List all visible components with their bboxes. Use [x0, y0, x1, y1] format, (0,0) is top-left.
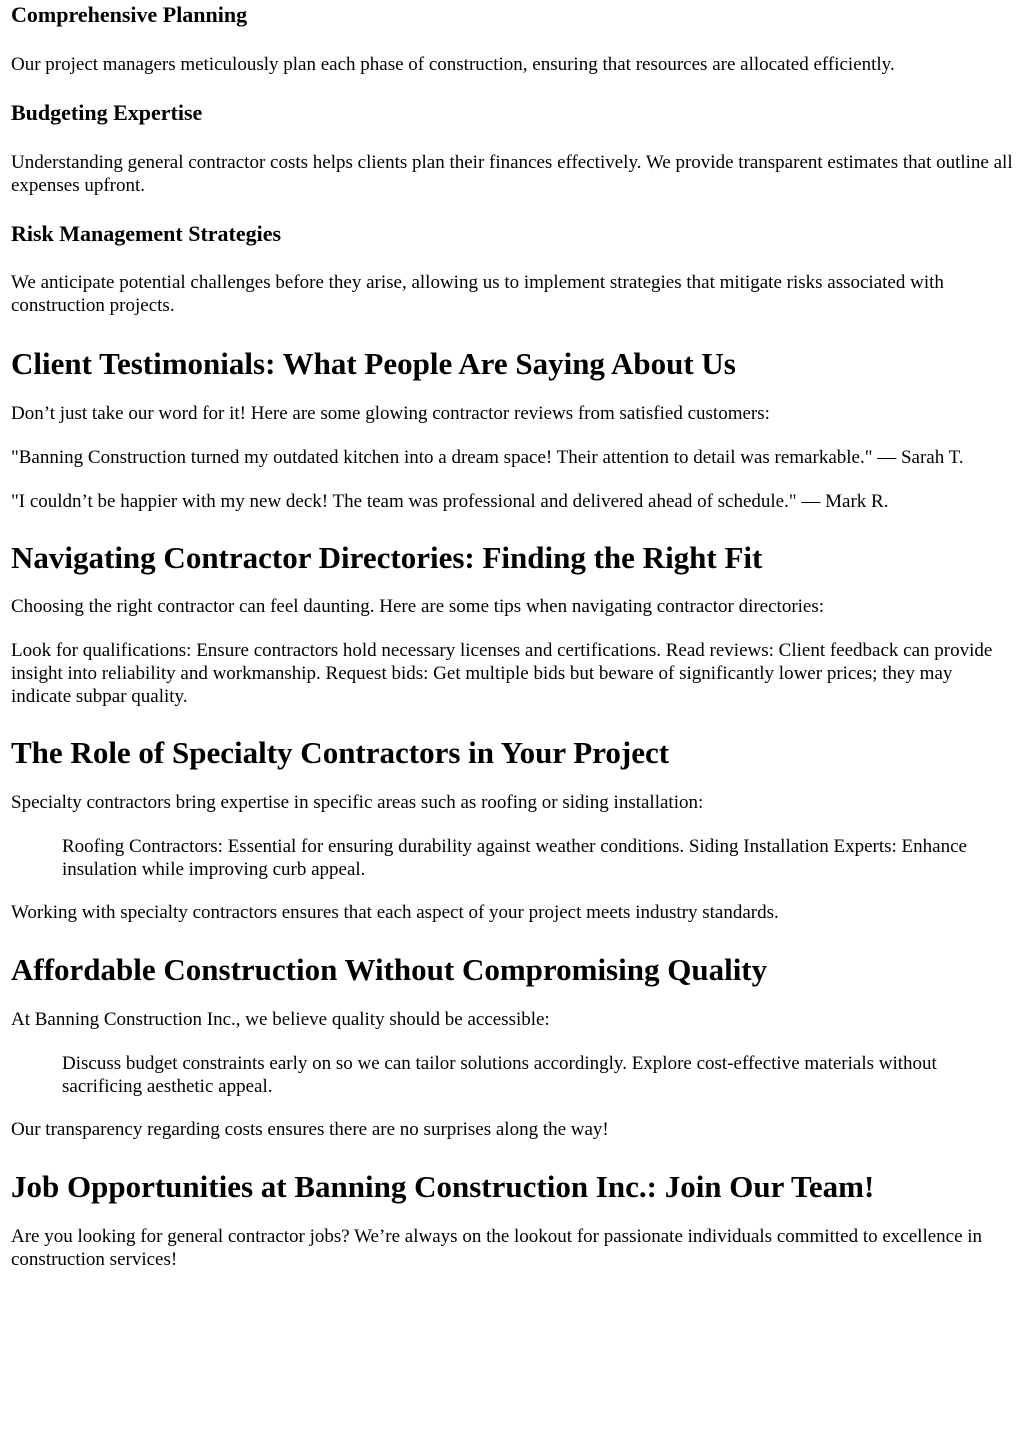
affordable-quote: Discuss budget constraints early on so we can tailor solutions accordingly. Explore cost-effective materials without sacrificing aesthetic appeal.	[62, 1053, 937, 1097]
specialty-heading: The Role of Specialty Contractors in Your Project	[11, 735, 670, 770]
article-body	[0, 2, 1024, 1271]
planning-text: Our project managers meticulously plan each phase of construction, ensuring that resources are allocated efficiently.	[11, 54, 895, 75]
jobs-heading: Job Opportunities at Banning Construction Inc.: Join Our Team!	[11, 1169, 875, 1204]
directories-heading: Navigating Contractor Directories: Finding the Right Fit	[11, 540, 763, 575]
testimonial-quote: "I couldn’t be happier with my new deck! The team was professional and delivered ahead of schedule." — Mark R.	[11, 491, 889, 512]
budgeting-heading: Budgeting Expertise	[11, 100, 203, 125]
affordable-heading: Affordable Construction Without Compromising Quality	[11, 952, 768, 987]
affordable-intro: At Banning Construction Inc., we believe quality should be accessible:	[11, 1009, 550, 1030]
testimonials-intro: Don’t just take our word for it! Here are some glowing contractor reviews from satisfied customers:	[11, 403, 770, 424]
directories-tips: Look for qualifications: Ensure contractors hold necessary licenses and certifications. Read reviews: Client feedback can provide insight into reliability and workmanship. Request bids: Get multiple bids but beware of significantly lower prices; they may indicate subpar quality.	[11, 640, 993, 707]
risk-heading: Risk Management Strategies	[11, 221, 282, 246]
specialty-intro: Specialty contractors bring expertise in specific areas such as roofing or siding installation:	[11, 792, 704, 813]
budgeting-text: Understanding general contractor costs helps clients plan their finances effectively. We provide transparent estimates that outline all expenses upfront.	[11, 152, 1013, 196]
testimonial-quote: "Banning Construction turned my outdated kitchen into a dream space! Their attention to detail was remarkable." — Sarah T.	[11, 447, 964, 468]
testimonials-heading: Client Testimonials: What People Are Saying About Us	[11, 346, 736, 381]
planning-heading: Comprehensive Planning	[11, 2, 248, 27]
specialty-quote: Roofing Contractors: Essential for ensuring durability against weather conditions. Siding Installation Experts: Enhance insulation while improving curb appeal.	[62, 836, 967, 880]
directories-intro: Choosing the right contractor can feel daunting. Here are some tips when navigating contractor directories:	[11, 596, 825, 617]
jobs-text: Are you looking for general contractor jobs? We’re always on the lookout for passionate individuals committed to excellence in construction services!	[11, 1226, 983, 1270]
affordable-outro: Our transparency regarding costs ensures there are no surprises along the way!	[11, 1119, 609, 1140]
risk-text: We anticipate potential challenges before they arise, allowing us to implement strategies that mitigate risks associated with construction projects.	[11, 272, 944, 316]
specialty-outro: Working with specialty contractors ensures that each aspect of your project meets industry standards.	[11, 902, 779, 923]
